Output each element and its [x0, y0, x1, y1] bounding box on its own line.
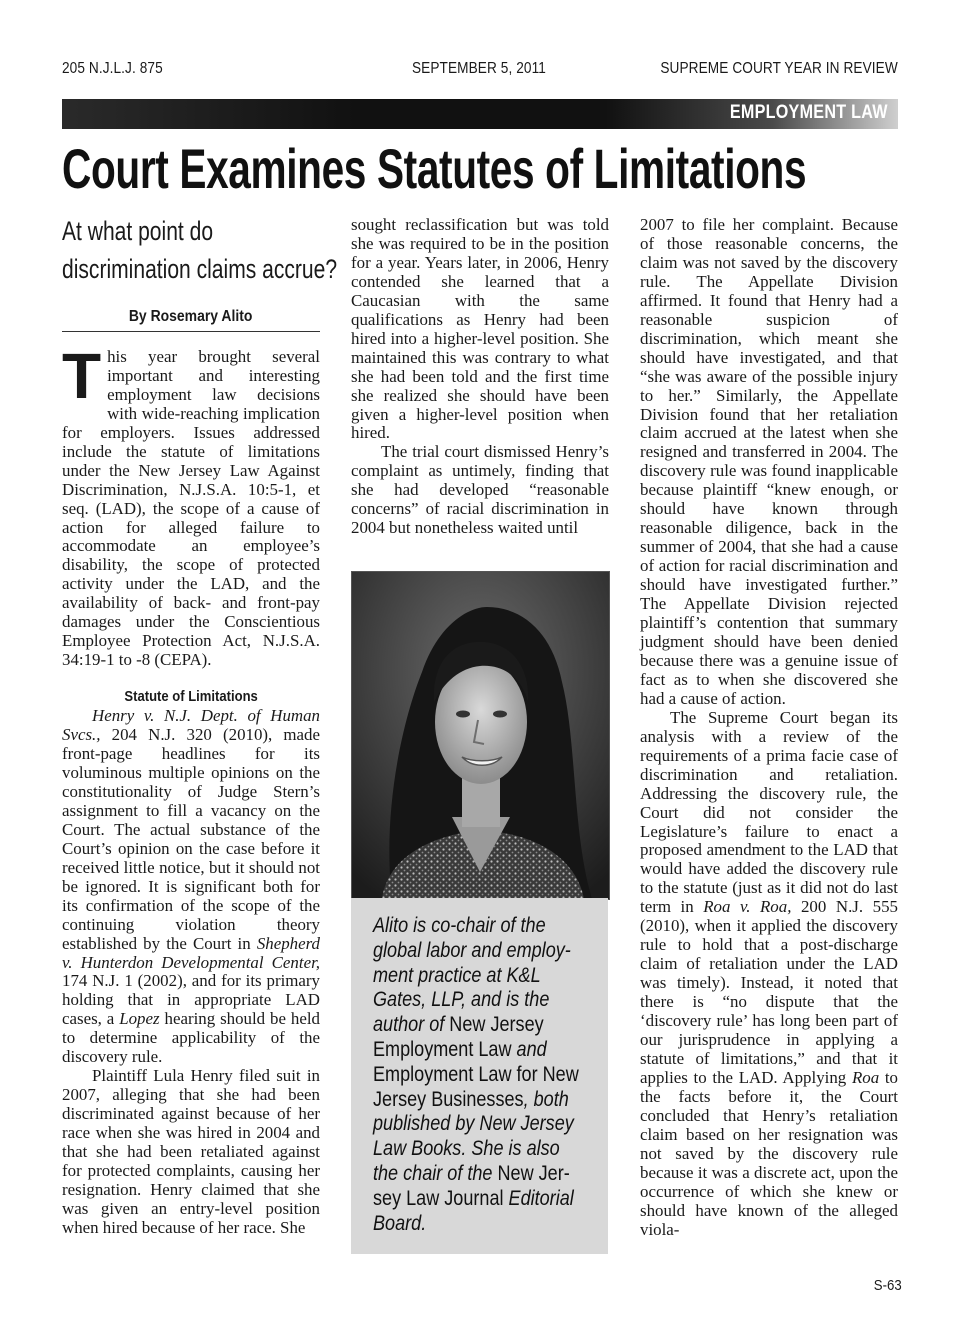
case-citation: Lopez [119, 1009, 160, 1029]
paragraph-facts-cont: sought reclassification but was told she was required to be in the position for a year. Years later, in 2006, Henry contended she learned that a Caucasian with the same qualifications as Henry had been hired into a higher-level position. She maintained this was contrary to what she had been told and the first time she realized she should have been given a higher-level position when hired. [351, 215, 609, 443]
book-title: Employment Law for New [373, 1062, 579, 1086]
paragraph-supreme-court [640, 709, 898, 1240]
paragraph-text: 204 N.J. 320 (2010), made front-page headlines for its voluminous multiple opinions on the constitutionality of Judge Stern’s assignment to fill a vacancy on the Court. The actual substance of the Court’s opinion on the case before it received little notice, but it should not be ignored. It is significant both for its confirmation of the scope of the continuing violation theory established by the Court in [62, 725, 320, 953]
photo-caption [373, 914, 579, 1236]
paragraph-trial-court-cont: 2007 to file her complaint. Because of those reasonable concerns, the claim was not saved by the discovery rule. The Appellate Division affirmed. It found that Henry had a reasonable suspicion of discrimination, which meant she should have investigated, and that “she was aware of the possible injury to her.” Similarly, the Appellate Division found that her retaliation claim accrued at the latest when she resigned and transferred in 2004. The discovery rule was found inapplicable because plaintiff “knew enough, or should have known through reasonable diligence, back in the summer of 2004, that she had a cause of action for racial discrimination and should have investigated further.” The Appellate Division rejected plaintiff’s contention that summary judgment should have been denied because there was a genuine issue of fact as to when she discovered she had a cause of action. [640, 215, 898, 708]
caption-line: published by New Jersey [373, 1112, 574, 1136]
subhead-text: Statute of Limitations [124, 689, 258, 706]
column-2 [351, 216, 609, 538]
caption-line: Board. [373, 1211, 427, 1235]
column-1 [62, 212, 338, 1238]
caption-line: Law Books. She is also [373, 1137, 560, 1161]
photo-caption-box [351, 898, 608, 1254]
section-title: SUPREME COURT YEAR IN REVIEW [660, 60, 898, 77]
column-3 [640, 216, 898, 1239]
byline [62, 308, 320, 332]
caption-line: , both [523, 1087, 569, 1111]
book-title: Employment Law [373, 1037, 512, 1061]
caption-line: author of [373, 1013, 450, 1037]
case-citation: Shepherd v. Hunterdon Developmental Center, [62, 933, 320, 972]
paragraph-text: 174 N.J. 1 (2002), and for its primary holding that in appropriate LAD cases, a [62, 971, 320, 1029]
caption-line: the chair of the [373, 1161, 498, 1185]
caption-line: Gates, LLP, and is the [373, 988, 550, 1012]
deck [62, 212, 338, 288]
paragraph-henry [62, 707, 320, 1067]
book-title: Jersey Businesses [373, 1087, 524, 1111]
paragraph-text: hearing should be held to determine applicability of the discovery rule. [62, 1009, 320, 1067]
author-photo [351, 571, 610, 900]
caption-line: global labor and employ- [373, 938, 571, 962]
case-citation: Roa v. Roa, [703, 897, 792, 917]
journal-title: sey Law Journal [373, 1186, 504, 1210]
paragraph-trial-court: The trial court dismissed Henry’s complaint as untimely, finding that she had developed “reasonable concerns” of racial discrimination in 2004 but nonetheless waited until [351, 442, 609, 538]
caption-line: and [511, 1037, 547, 1061]
issue-date: SEPTEMBER 5, 2011 [412, 60, 546, 77]
paragraph-text: to the facts before it, the Court concluded that Henry’s retaliation claim based on her resignation was not saved by the discovery rule because it was a discrete act, upon the occurrence of which she knew or should have known of the alleged viola- [640, 1067, 898, 1239]
journal-title: New Jer- [497, 1161, 570, 1185]
page-number: S-63 [874, 1277, 902, 1294]
drop-cap: T [62, 339, 102, 412]
paragraph-facts: Plaintiff Lula Henry filed suit in 2007, alleging that she had been discriminated against because of her race when she was hired in 2004 and that she had been retaliated against for protected complaints, causing her resignation. Henry claimed that she was given an entry-level position when hired because of her race. She [62, 1066, 320, 1237]
deck-line-2: discrimination claims accrue? [62, 254, 338, 284]
deck-line-1: At what point do [62, 216, 214, 246]
paragraph-text: 200 N.J. 555 (2010), when it applied the discovery rule to hold that a post-discharge claim of retaliation under the LAD was timely). Instead, it noted that there is “no dispute that the ‘discovery rule’ has long been part of our jurisprudence in applying a statute of limitations,” and that it applies to the LAD. Applying [640, 897, 898, 1087]
caption-line: Editorial [503, 1186, 574, 1210]
subhead [62, 688, 320, 707]
section-tag: EMPLOYMENT LAW [730, 102, 888, 123]
caption-line: ment practice at K&L [373, 963, 541, 987]
headline: Court Examines Statutes of Limitations [62, 137, 807, 200]
caption-line: Alito is co-chair of the [373, 914, 546, 937]
lede-paragraph [62, 339, 320, 670]
lede-text: his year brought several important and interesting employment law decisions with wide-reaching implication for employers. Issues addressed include the statute of limitations under the New Jersey Law Against Discrimination, N.J.S.A. 10:5-1, et seq. (LAD), the scope of a cause of action for alleged failure to accommodate an employee’s disability, the scope of protected activity under the LAD, and the availability of back- and front-pay damages under the Conscientious Employee Protection Act, N.J.S.A. 34:19-1 to -8 (CEPA). [62, 346, 320, 670]
case-citation: Henry v. N.J. Dept. of Human Svcs., [62, 706, 320, 745]
book-title: New Jersey [449, 1013, 544, 1037]
byline-text: By Rosemary Alito [129, 308, 253, 325]
paragraph-text: The Supreme Court began its analysis with a review of the requirements of a prima facie case of discrimination and retaliation. Addressing the discovery rule, the Court did not consider the Legislature’s failure to enact a proposed amendment to the LAD that would have added the discovery rule to the statute (just as it did not do last term in [640, 707, 898, 917]
author-portrait [352, 572, 609, 899]
case-citation: Roa [851, 1067, 880, 1087]
citation: 205 N.J.L.J. 875 [62, 60, 163, 77]
section-band [62, 99, 898, 129]
